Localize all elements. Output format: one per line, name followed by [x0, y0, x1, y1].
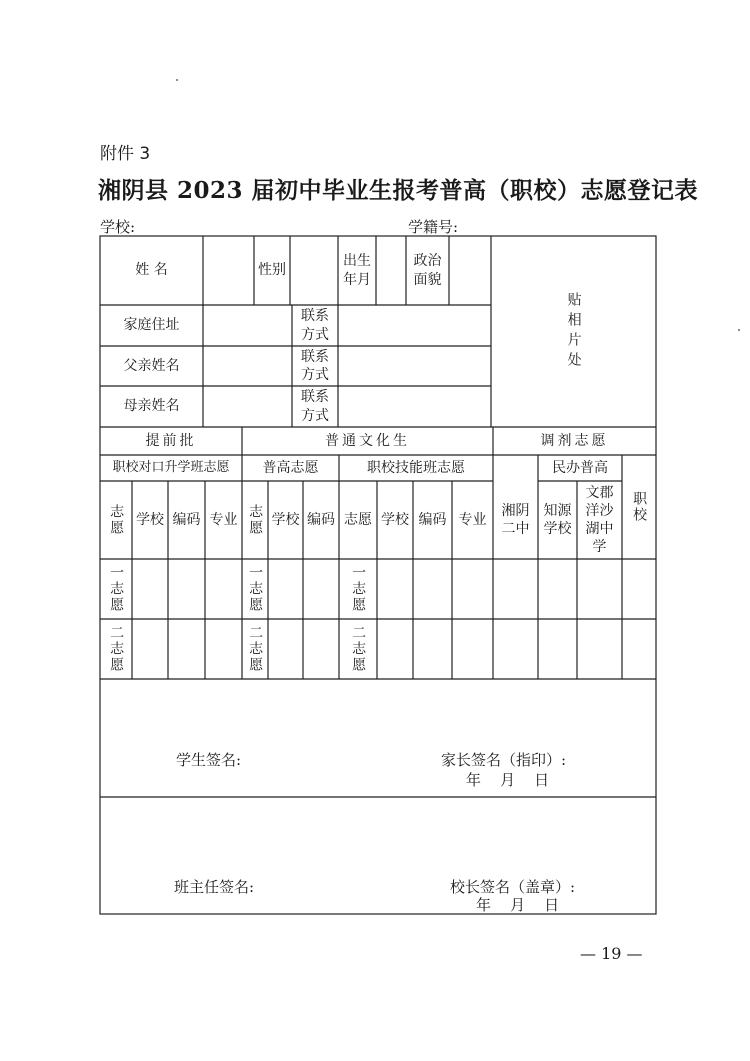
col-volunteer-label: 志愿	[247, 504, 264, 536]
col-school: 学校	[136, 511, 164, 528]
page-number: — 19 —	[580, 944, 643, 963]
second-choice-row-label	[242, 619, 268, 679]
mother-contact-value[interactable]	[338, 386, 491, 427]
second-choice-row-label	[100, 619, 132, 679]
photo-area	[491, 236, 656, 427]
first-choice-row-label	[339, 559, 377, 619]
gender-value[interactable]	[290, 236, 338, 305]
name-value[interactable]	[203, 236, 254, 305]
parent-date[interactable]: 年 月 日	[466, 771, 550, 789]
col-wenjun	[577, 481, 622, 559]
home-address-value[interactable]	[203, 305, 292, 346]
col-school: 学校	[381, 511, 409, 528]
father-contact-value[interactable]	[338, 346, 491, 386]
father-name-value[interactable]	[203, 346, 292, 386]
principal-signature[interactable]: 校长签名（盖章）:	[450, 878, 576, 896]
second-choice-row-label	[339, 619, 377, 679]
home-address-label: 家庭住址	[123, 317, 180, 334]
second-choice-label: 二志愿	[108, 625, 125, 673]
general-high-header: 普高志愿	[262, 459, 319, 476]
xiangyin-no2-label: 湘阴二中	[501, 502, 530, 537]
school-label: 学校:	[100, 218, 136, 236]
mother-name-value[interactable]	[203, 386, 292, 427]
vocational-school-header	[622, 455, 656, 559]
principal-date[interactable]: 年 月 日	[476, 896, 560, 914]
col-major: 专业	[458, 511, 487, 528]
registration-label: 学籍号:	[408, 218, 459, 236]
political-value[interactable]	[449, 236, 491, 305]
father-contact-label: 联系方式	[301, 348, 329, 383]
col-code: 编码	[418, 511, 447, 528]
regular-header: 普通文化生	[325, 432, 410, 449]
first-choice-row-label	[100, 559, 132, 619]
col-school: 学校	[271, 511, 300, 528]
first-choice-label: 一志愿	[247, 565, 264, 613]
col-zhiyuan-label: 知源学校	[543, 502, 572, 537]
attachment-label: 附件 3	[100, 144, 151, 164]
second-choice-label: 二志愿	[247, 625, 264, 673]
col-zhiyuan	[538, 481, 577, 559]
vocational-upgrade-header: 职校对口升学班志愿	[112, 459, 230, 475]
gender-label: 性别	[258, 262, 286, 279]
father-name-label: 父亲姓名	[123, 357, 180, 374]
vocational-school-label: 职校	[631, 491, 648, 523]
photo-label: 贴相片处	[565, 291, 582, 372]
mother-name-label: 母亲姓名	[123, 398, 180, 415]
col-code: 编码	[172, 511, 201, 528]
birth-label: 出生年月	[343, 253, 371, 288]
xiangyin-no2-header	[493, 481, 538, 559]
col-volunteer: 志愿	[344, 511, 372, 528]
first-choice-label: 一志愿	[108, 565, 125, 613]
early-batch-header: 提前批	[145, 432, 197, 449]
parent-signature[interactable]: 家长签名（指印）:	[441, 751, 567, 769]
col-volunteer-label: 志愿	[108, 504, 125, 536]
teacher-signature[interactable]: 班主任签名:	[174, 878, 255, 896]
vocational-skill-header: 职校技能班志愿	[367, 459, 465, 476]
second-choice-label: 二志愿	[350, 625, 367, 673]
mother-contact-label: 联系方式	[301, 389, 329, 424]
col-wenjun-label: 文郡洋沙湖中学	[585, 484, 614, 556]
adjust-header: 调剂志愿	[540, 432, 609, 449]
private-high-header: 民办普高	[552, 459, 608, 476]
birth-value[interactable]	[376, 236, 406, 305]
page-title: 湘阴县 2023 届初中毕业生报考普高（职校）志愿登记表	[98, 177, 699, 204]
col-volunteer	[100, 481, 132, 559]
name-label: 姓 名	[135, 262, 168, 279]
first-choice-label: 一志愿	[350, 565, 367, 613]
contact-label: 联系方式	[301, 308, 329, 343]
col-major: 专业	[209, 511, 238, 528]
contact-value[interactable]	[338, 305, 491, 346]
first-choice-row-label	[242, 559, 268, 619]
col-volunteer	[242, 481, 268, 559]
student-signature[interactable]: 学生签名:	[176, 751, 242, 769]
political-label: 政治面貌	[413, 253, 442, 288]
col-code: 编码	[307, 511, 335, 528]
